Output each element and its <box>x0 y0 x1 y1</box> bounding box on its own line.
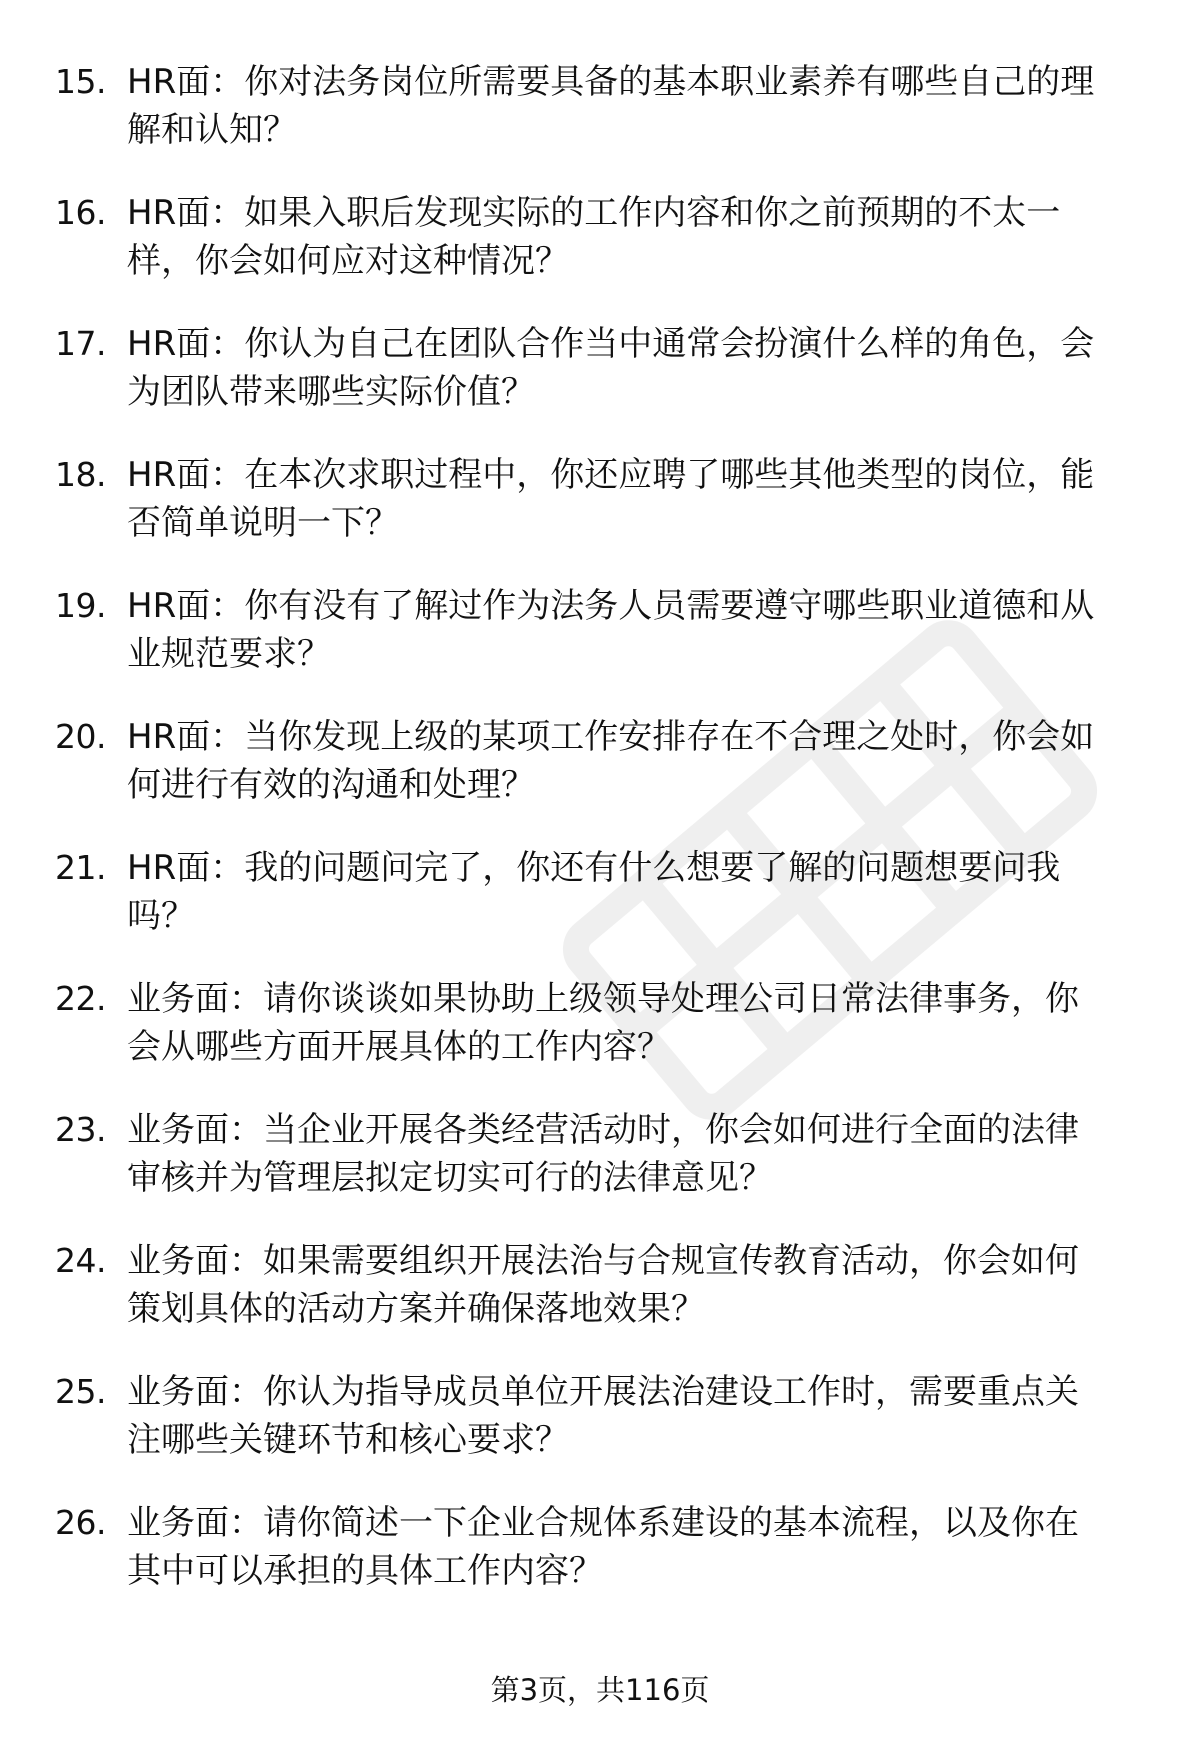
question-item <box>55 189 1155 320</box>
question-text-line: HR面：你有没有了解过作为法务人员需要遵守哪些职业道德和从 <box>127 586 1095 626</box>
question-text <box>127 1368 1200 1464</box>
question-text-line: 策划具体的活动方案并确保落地效果？ <box>127 1289 705 1329</box>
question-item <box>55 1106 1155 1237</box>
question-text-line: 为团队带来哪些实际价值？ <box>127 372 535 412</box>
question-text-line: 注哪些关键环节和核心要求？ <box>127 1420 569 1460</box>
question-text-line: 业务面：当企业开展各类经营活动时，你会如何进行全面的法律 <box>127 1110 1079 1150</box>
question-item <box>55 320 1155 451</box>
question-item <box>55 844 1155 975</box>
question-item <box>55 451 1155 582</box>
question-number: 21. <box>55 848 106 887</box>
question-text-line: 吗？ <box>127 896 195 936</box>
question-text-line: 其中可以承担的具体工作内容？ <box>127 1551 603 1591</box>
question-text-line: 业务面：如果需要组织开展法治与合规宣传教育活动，你会如何 <box>127 1241 1079 1281</box>
question-text <box>127 189 1200 285</box>
question-text <box>127 582 1200 678</box>
question-text-line: 业务面：你认为指导成员单位开展法治建设工作时，需要重点关 <box>127 1372 1079 1412</box>
question-text-line: 会从哪些方面开展具体的工作内容？ <box>127 1027 671 1067</box>
question-text <box>127 713 1200 809</box>
question-text-line: HR面：你认为自己在团队合作当中通常会扮演什么样的角色，会 <box>127 324 1095 364</box>
question-number: 19. <box>55 586 106 625</box>
question-text-line: HR面：当你发现上级的某项工作安排存在不合理之处时，你会如 <box>127 717 1095 757</box>
question-text-line: 业务面：请你简述一下企业合规体系建设的基本流程，以及你在 <box>127 1503 1079 1543</box>
question-text-line: 业规范要求？ <box>127 634 331 674</box>
question-item <box>55 975 1155 1106</box>
question-text-line: HR面：如果入职后发现实际的工作内容和你之前预期的不太一 <box>127 193 1061 233</box>
question-text-line: 解和认知？ <box>127 110 297 150</box>
question-item <box>55 1499 1155 1630</box>
question-number: 26. <box>55 1503 106 1542</box>
question-text <box>127 58 1200 154</box>
question-text-line: 否简单说明一下？ <box>127 503 399 543</box>
question-text-line: 样，你会如何应对这种情况？ <box>127 241 569 281</box>
question-number: 25. <box>55 1372 106 1411</box>
question-item <box>55 582 1155 713</box>
question-text-line: 审核并为管理层拟定切实可行的法律意见？ <box>127 1158 773 1198</box>
question-text-line: HR面：在本次求职过程中，你还应聘了哪些其他类型的岗位，能 <box>127 455 1095 495</box>
question-number: 16. <box>55 193 106 232</box>
page-footer: 第3页，共116页 <box>490 1673 710 1707</box>
question-item <box>55 713 1155 844</box>
question-text <box>127 975 1200 1071</box>
question-text <box>127 1499 1200 1595</box>
question-text-line: 业务面：请你谈谈如果协助上级领导处理公司日常法律事务，你 <box>127 979 1079 1019</box>
question-text <box>127 844 1200 940</box>
question-number: 20. <box>55 717 106 756</box>
question-number: 24. <box>55 1241 106 1280</box>
question-item <box>55 1368 1155 1499</box>
question-text <box>127 451 1200 547</box>
question-number: 15. <box>55 62 106 101</box>
question-number: 22. <box>55 979 106 1018</box>
question-number: 23. <box>55 1110 106 1149</box>
question-text <box>127 320 1200 416</box>
question-number: 18. <box>55 455 106 494</box>
question-text-line: HR面：我的问题问完了，你还有什么想要了解的问题想要问我 <box>127 848 1061 888</box>
question-text <box>127 1237 1200 1333</box>
question-text-line: HR面：你对法务岗位所需要具备的基本职业素养有哪些自己的理 <box>127 62 1095 102</box>
question-text <box>127 1106 1200 1202</box>
question-item <box>55 58 1155 189</box>
question-number: 17. <box>55 324 106 363</box>
question-list <box>55 58 1155 1630</box>
question-text-line: 何进行有效的沟通和处理？ <box>127 765 535 805</box>
question-item <box>55 1237 1155 1368</box>
